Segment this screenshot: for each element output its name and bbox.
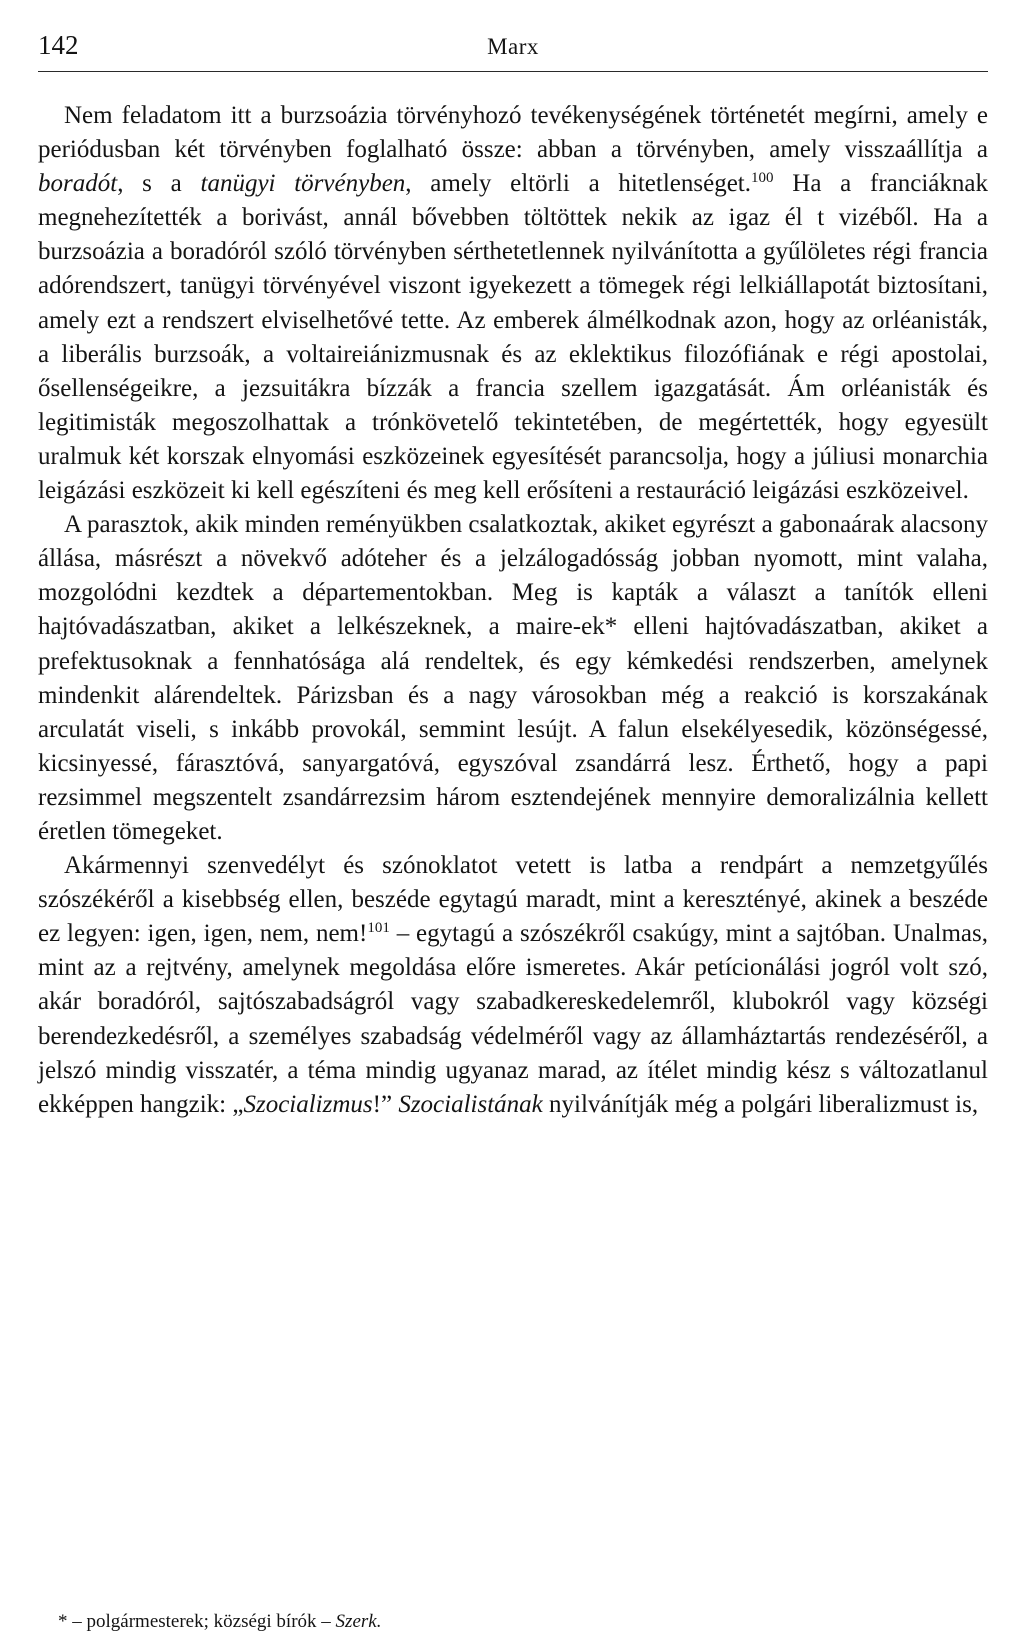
text-run: nyilvánítják még a polgári liberalizmust is, (542, 1090, 979, 1118)
footnote-ref: 100 (751, 170, 774, 187)
italic-text: Szocializmus (243, 1090, 373, 1118)
footnote-ref: 101 (367, 920, 390, 937)
paragraph (38, 99, 988, 508)
paragraph (38, 849, 988, 1122)
body-text (38, 99, 988, 1122)
header-rule (38, 71, 988, 72)
page-header (38, 24, 988, 68)
text-run: !” (372, 1090, 399, 1118)
page-number: 142 (38, 30, 79, 60)
footnote-source: Szerk. (335, 1611, 382, 1632)
running-title: Marx (487, 34, 539, 59)
book-page (38, 24, 988, 1632)
footnote-text: * – polgármesterek; községi bírók – (58, 1611, 336, 1632)
italic-text: Szocialistának (398, 1090, 543, 1118)
text-run: A parasztok, akik minden reményükben csalatkoztak, akiket egyrészt a gabonaárak alacsony állása, másrészt a növekvő adóteher és a jelzálogadósság jobban nyomott, mint valaha, mozgolódni kezdtek a départementokban. Meg is kapták a választ a tanítók elleni hajtóvadászatban, akiket a lelkészeknek, a maire-ek* elleni hajtóvadászatban, akiket a prefektusoknak a fennhatósága alá rendeltek, és egy kémkedési rendszerben, amelynek mindenkit alárendeltek. Párizsban és a nagy városokban még a reakció is korszakának arculatát viseli, s inkább provokál, semmint lesújt. A falun elsekélyesedik, közönségessé, kicsinyessé, fárasztóvá, sanyargatóvá, egyszóval zsandárrá lesz. Érthető, hogy a papi rezsimmel megszentelt zsandárrezsim három esztendejének mennyire demoralizálnia kellett éretlen tömegeket. (38, 511, 988, 845)
paragraph (38, 508, 988, 849)
text-run: Nem feladatom itt a burzsoázia törvényhozó tevékenységének történetét megírni, amely e periódusban két törvényben foglalható össze: abban a törvényben, amely visszaállítja a (38, 102, 988, 164)
text-run: , amely eltörli a hitetlenséget. (405, 170, 752, 198)
italic-text: tanügyi törvényben (200, 170, 406, 198)
text-run: Akármennyi szenvedélyt és szónoklatot vetett is latba a rendpárt a nemzetgyűlés szószékéről a kisebbség ellen, beszéde egytagú maradt, mint a keresztényé, akinek a beszéde ez legyen: igen, igen, nem, nem! (38, 852, 988, 948)
text-run: – egytagú a szószékről csakúgy, mint a sajtóban. Unalmas, mint az a rejtvény, amelynek megoldása előre ismeretes. Akár petícionálási jogról volt szó, akár boradóról, sajtószabadságról vagy szabadkereskedelemről, klubokról vagy községi berendezkedésről, a személyes szabadság védelméről vagy az államháztartás rendezéséről, a jelszó mindig visszatér, a téma mindig ugyanaz marad, az ítélet mindig kész s változatlanul ekképpen hangzik: „ (38, 920, 988, 1118)
text-run: , s a (117, 170, 201, 198)
text-run: Ha a franciáknak megnehezítették a borivást, annál bővebben töltöttek nekik az igaz él t vizéből. Ha a burzsoázia a boradóról szóló törvényben sérthetetlennek nyilvánította a gyűlöletes régi francia adórendszert, tanügyi törvényével viszont igyekezett a tömegek régi lelkiállapotát biztosítani, amely ezt a rendszert elviselhetővé tette. Az emberek álmélkodnak azon, hogy az orléanisták, a liberális burzsoák, a voltaireiánizmusnak és az eklektikus filozófiának e régi apostolai, ősellenségeikre, a jezsuitákra bízzák a francia szellem igazgatását. Ám orléanisták és legitimisták megoszolhattak a trónkövetelő tekintetében, de megértették, hogy egyesült uralmuk két korszak elnyomási eszközeinek egyesítését parancsolja, hogy a júliusi monarchia leigázási eszközeit ki kell egészíteni és meg kell erősíteni a restauráció leigázási eszközeivel. (38, 170, 988, 505)
footnote (38, 1611, 988, 1633)
italic-text: boradót (38, 170, 118, 198)
